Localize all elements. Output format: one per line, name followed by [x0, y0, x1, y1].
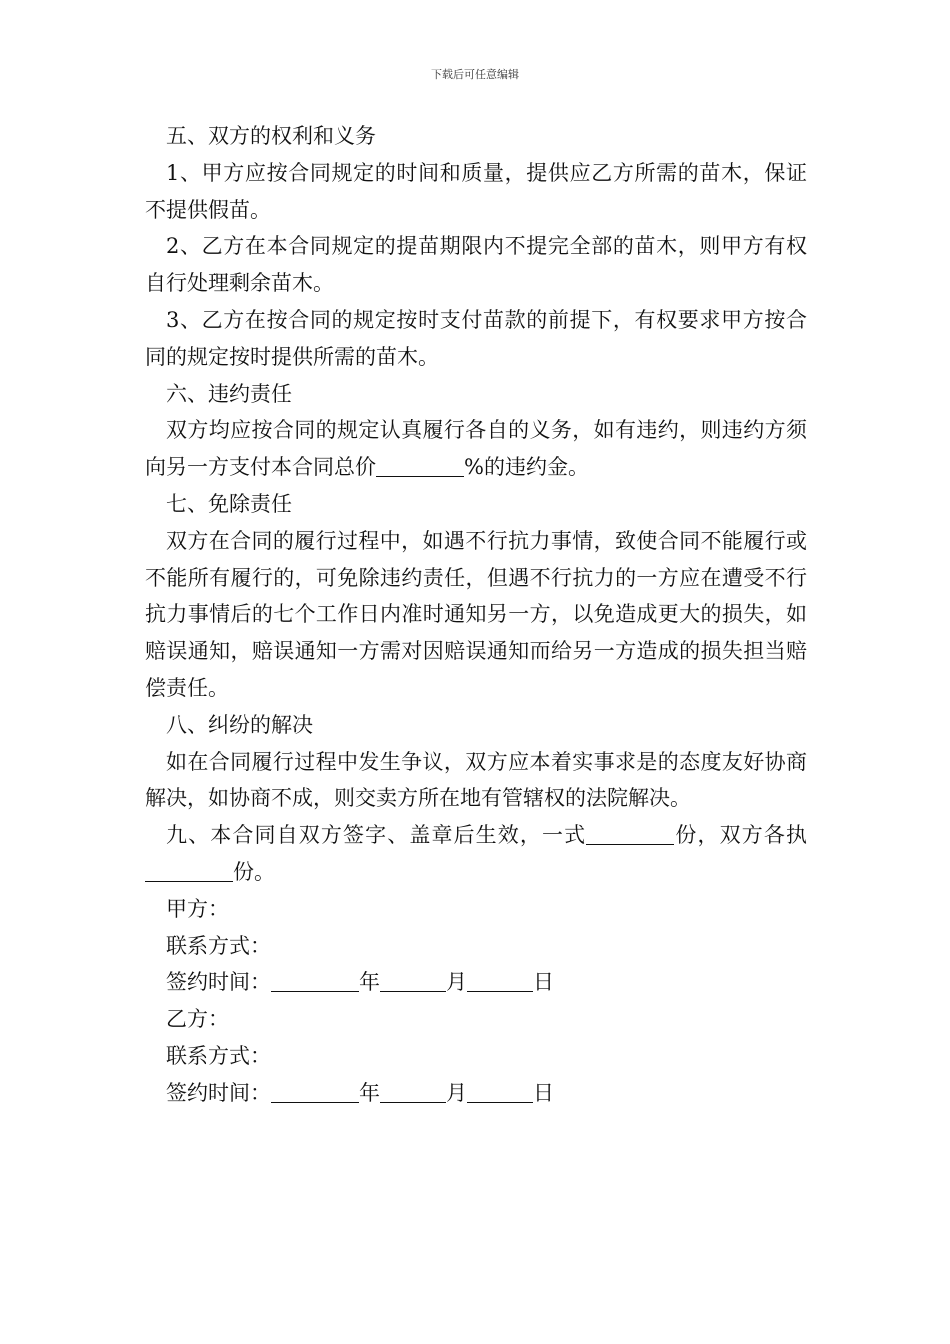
party-a-day-blank[interactable] [467, 970, 533, 992]
month-label: 月 [446, 970, 467, 995]
section-5-clause-2: 2、乙方在本合同规定的提苗期限内不提完全部的苗木，则甲方有权自行处理剩余苗木。 [145, 234, 807, 296]
party-b-day-blank[interactable] [467, 1081, 533, 1103]
section-8-title: 八、纠纷的解决 [166, 712, 313, 737]
party-b-date-label: 签约时间： [166, 1080, 271, 1105]
page-header: 下载后可任意编辑 [431, 68, 519, 81]
section-6-paragraph [145, 412, 807, 486]
penalty-percent-blank[interactable] [376, 455, 464, 477]
section-8-paragraph: 如在合同履行过程中发生争议，双方应本着实事求是的态度友好协商解决，如协商不成，则交卖方所在地有管辖权的法院解决。 [145, 749, 807, 811]
copies-each-blank[interactable] [145, 860, 233, 882]
section-5-clause-1: 1、甲方应按合同规定的时间和质量，提供应乙方所需的苗木，保证不提供假苗。 [145, 160, 807, 222]
section-7-paragraph: 双方在合同的履行过程中，如遇不行抗力事情，致使合同不能履行或不能所有履行的，可免除违约责任，但遇不行抗力的一方应在遭受不行抗力事情后的七个工作日内准时通知另一方，以免造成更大的损失，如赔误通知，赔误通知一方需对因赔误通知而给另一方造成的损失担当赔偿责任。 [145, 528, 807, 700]
month-label: 月 [446, 1080, 467, 1105]
section-6-title: 六、违约责任 [166, 381, 292, 406]
party-b-year-blank[interactable] [271, 1081, 359, 1103]
section-9-text-a: 九、本合同自双方签字、盖章后生效，一式 [166, 823, 587, 848]
section-5-title: 五、双方的权利和义务 [166, 124, 376, 148]
section-6-text-a: 双方均应按合同的规定认真履行各自的义务，如有违约，则违约方须向另一方支付本合同总价 [145, 418, 807, 480]
copies-total-blank[interactable] [586, 823, 674, 845]
day-label: 日 [533, 1080, 554, 1105]
year-label: 年 [359, 1080, 380, 1105]
party-a-year-blank[interactable] [271, 970, 359, 992]
party-b-date-line [145, 1075, 807, 1112]
party-a-contact-label: 联系方式： [166, 933, 271, 958]
year-label: 年 [359, 970, 380, 995]
section-9-text-c: 份。 [233, 859, 275, 884]
section-5-clause-3: 3、乙方在按合同的规定按时支付苗款的前提下，有权要求甲方按合同的规定按时提供所需的苗木。 [145, 307, 807, 369]
party-a-date-label: 签约时间： [166, 970, 271, 995]
section-6-text-b: %的违约金。 [464, 455, 589, 480]
section-9-text-b: 份，双方各执 [674, 823, 808, 848]
party-b-label: 乙方： [166, 1007, 229, 1032]
party-a-month-blank[interactable] [380, 970, 446, 992]
day-label: 日 [533, 970, 554, 995]
section-9-paragraph [145, 817, 807, 891]
party-a-label: 甲方： [166, 896, 229, 921]
section-7-title: 七、免除责任 [166, 491, 292, 516]
party-b-contact-label: 联系方式： [166, 1043, 271, 1068]
party-a-date-line [145, 964, 807, 1001]
document-body [145, 118, 807, 1112]
party-b-month-blank[interactable] [380, 1081, 446, 1103]
